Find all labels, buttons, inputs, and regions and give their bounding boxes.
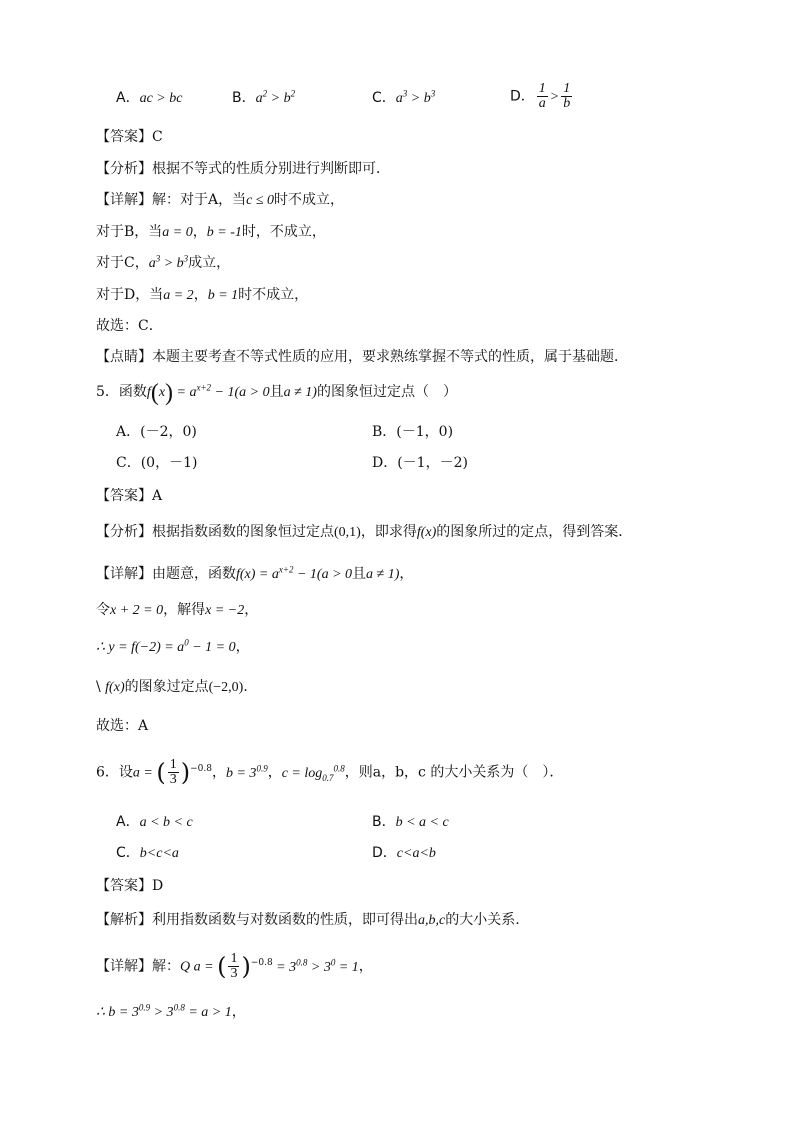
fraction: $\frac{1}{3}$ — [169, 757, 177, 787]
q5-option-d: D．(－1，－2) — [372, 455, 468, 471]
q6-option-c: C．b<c<a — [116, 845, 179, 861]
q4-detail-3: 对于C，$a^3 > b^3$成立， — [96, 253, 231, 271]
q6-option-d: D．c<a<b — [372, 845, 436, 861]
q5-option-a: A．(－2，0) — [116, 424, 197, 440]
q5-detail-5: 故选：A — [96, 718, 149, 734]
fraction: $\frac{1}{a}$ — [538, 81, 546, 111]
q5-detail-4: \ f(x)的图象过定点(−2,0)． — [96, 679, 258, 695]
q4-answer: 【答案】C — [96, 129, 163, 145]
q6-option-b: B．b < a < c — [372, 814, 449, 830]
q4-detail-2: 对于B，当a = 0，b = -1时，不成立， — [96, 224, 326, 240]
q5-detail-3: ∴ $y = f(-2) = a^0 - 1 = 0$， — [96, 637, 250, 655]
q5-option-c: C．(0，－1) — [116, 455, 198, 471]
q6-detail-2: ∴ $b = 3^{0.9} > 3^{0.8} = a > 1$， — [96, 1002, 246, 1020]
q5-detail-1: 【详解】由题意，函数$f(x) = a^{x+2} - 1(a > 0$且a ≠ 1)， — [96, 564, 414, 582]
q4-detail-5: 故选：C． — [96, 318, 163, 334]
q4-option-d: D． $\frac{1}{a}$ > $\frac{1}{b}$ — [510, 81, 571, 111]
q5-stem: 5．函数$f(x) = a^{x+2} - 1(a > 0$且a ≠ 1)的图象恒过定点（ ） — [96, 379, 457, 406]
q4-detail-4: 对于D，当a = 2，b = 1时不成立， — [96, 287, 309, 303]
q4-detail-1: 【详解】解：对于A，当c ≤ 0时不成立， — [96, 192, 345, 208]
q4-option-c: C．$a^3 > b^3$ — [372, 88, 436, 106]
q6-analysis: 【解析】利用指数函数与对数函数的性质，即可得出a,b,c的大小关系. — [96, 912, 520, 928]
fraction: $\frac{1}{b}$ — [563, 81, 571, 111]
q5-answer: 【答案】A — [96, 488, 163, 504]
q5-analysis: 【分析】根据指数函数的图象恒过定点(0,1)，即求得f(x)的图象所过的定点，得到答案． — [96, 524, 633, 540]
q5-option-b: B．(－1，0) — [372, 424, 454, 440]
q6-detail-1: 【详解】解：Q a = ( $\frac{1}{3}$ )$^{-0.8} = 3^{0.8} > 3^0 = 1$， — [96, 951, 373, 981]
q6-option-a: A．a < b < c — [116, 814, 193, 830]
q4-option-a: A．ac > bc — [116, 90, 183, 106]
q4-point: 【点睛】本题主要考查不等式性质的应用，要求熟练掌握不等式的性质，属于基础题． — [96, 349, 628, 365]
fraction: $\frac{1}{3}$ — [230, 951, 238, 981]
q4-option-b: B．$a^2 > b^2$ — [232, 88, 296, 106]
q5-detail-2: 令x + 2 = 0，解得x = −2， — [96, 602, 259, 618]
q4-analysis: 【分析】根据不等式的性质分别进行判断即可． — [96, 161, 390, 177]
q6-answer: 【答案】D — [96, 878, 164, 894]
q6-stem: 6．设a = ( $\frac{1}{3}$ )$^{-0.8}$，$b = 3^{0.9}$，$c = \log_{0.7}^{0.8}$，则a，b，c 的大小关系为（ ）． — [96, 757, 564, 787]
